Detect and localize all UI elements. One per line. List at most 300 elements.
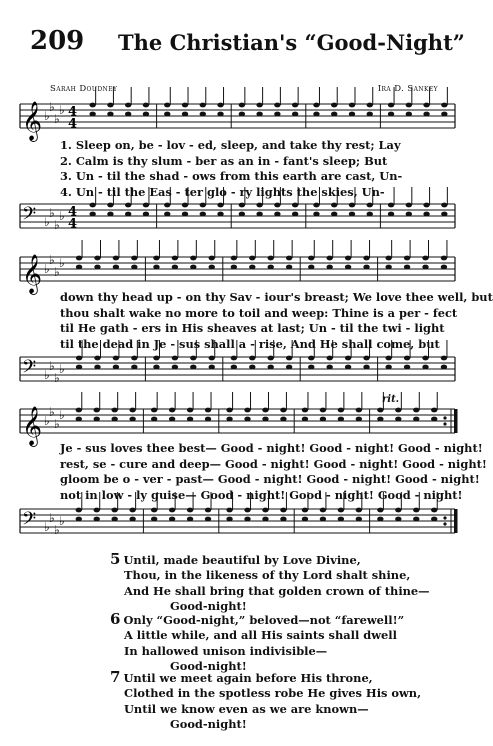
notehead [200, 112, 206, 117]
notehead [286, 256, 292, 261]
notehead [385, 356, 391, 361]
stanza-line: Until we meet again before His throne, [123, 671, 373, 685]
stanza-line: Until we know even as we are known— [124, 701, 369, 716]
notehead [395, 417, 401, 422]
notehead [129, 508, 135, 513]
stanza-number: 6 [110, 610, 121, 628]
notehead [111, 417, 117, 422]
lyric-line: down thy head up - on thy Sav - iour's breast; We love thee well, but [60, 290, 493, 304]
notehead [302, 408, 308, 413]
notehead [338, 508, 344, 513]
notehead [406, 112, 412, 117]
notehead [441, 112, 447, 117]
notehead [226, 517, 232, 522]
notehead [111, 408, 117, 413]
notehead [151, 508, 157, 513]
notehead [262, 417, 268, 422]
notehead [231, 356, 237, 361]
treble-clef-icon: 𝄞 [22, 101, 43, 141]
notehead [280, 417, 286, 422]
notehead [292, 103, 298, 108]
lyric-line: 3. Un - til the shad - ows from this earth are cast, Un- [60, 169, 403, 183]
notehead [356, 517, 362, 522]
notehead [441, 265, 447, 270]
notehead [406, 212, 412, 217]
author-credit: Sarah Doudney [50, 84, 118, 94]
notehead [172, 356, 178, 361]
notehead [129, 408, 135, 413]
notehead [151, 408, 157, 413]
notehead [302, 417, 308, 422]
notehead [363, 356, 369, 361]
bass-staff-system-3 [0, 497, 480, 549]
notehead [441, 365, 447, 370]
stanza-line: Good-night! [170, 659, 247, 674]
notehead [268, 365, 274, 370]
notehead [423, 112, 429, 117]
notehead [153, 365, 159, 370]
notehead [422, 356, 428, 361]
notehead [268, 265, 274, 270]
notehead [169, 508, 175, 513]
flat-icon: ♭ [44, 520, 50, 534]
notehead [280, 408, 286, 413]
notehead [129, 517, 135, 522]
notehead [239, 103, 245, 108]
ritardando-marking: rit. [382, 394, 400, 405]
notehead [280, 508, 286, 513]
notehead [209, 356, 215, 361]
bass-clef-icon: 𝄢 [22, 357, 37, 382]
notehead [190, 356, 196, 361]
notehead [404, 356, 410, 361]
notehead [226, 417, 232, 422]
notehead [244, 508, 250, 513]
lyric-line: 1. Sleep on, be - lov - ed, sleep, and take thy rest; Lay [60, 138, 401, 152]
lyric-line: 2. Calm is thy slum - ber as an in - fant's sleep; But [60, 153, 388, 168]
notehead [249, 256, 255, 261]
lyrics-system-2 [60, 290, 493, 352]
notehead [217, 212, 223, 217]
notehead [262, 408, 268, 413]
flat-icon: ♭ [54, 218, 60, 232]
notehead [172, 256, 178, 261]
bass-clef-icon: 𝄢 [22, 204, 37, 229]
lyric-line: Je - sus loves thee best— Good - night! Good - night! Good - night! [60, 441, 483, 455]
notehead [153, 356, 159, 361]
notehead [377, 517, 383, 522]
notehead [441, 203, 447, 208]
notehead [94, 508, 100, 513]
lyrics-system-1 [60, 138, 445, 200]
notehead [143, 103, 149, 108]
notehead [131, 365, 137, 370]
notehead [113, 256, 119, 261]
notehead [423, 103, 429, 108]
notehead [422, 365, 428, 370]
treble-staff-system-1 [0, 92, 480, 144]
notehead [331, 112, 337, 117]
notehead [404, 365, 410, 370]
notehead [125, 103, 131, 108]
notehead [313, 112, 319, 117]
notehead [345, 265, 351, 270]
stanza-line: Only “Good-night,” beloved—not “farewell!” [123, 613, 405, 627]
notehead [187, 417, 193, 422]
notehead [217, 103, 223, 108]
flat-icon: ♭ [54, 371, 60, 385]
notehead [292, 212, 298, 217]
bass-staff-system-1 [0, 192, 480, 244]
notehead [244, 408, 250, 413]
hymn-title: The Christian's “Good-Night” [118, 30, 465, 55]
notehead [431, 517, 437, 522]
notehead [187, 408, 193, 413]
stanza-number: 7 [110, 668, 121, 686]
notehead [125, 203, 131, 208]
notehead [169, 408, 175, 413]
lyric-line: not in low - ly guise— Good - night! Good - night! Good - night! [60, 487, 463, 502]
notehead [363, 265, 369, 270]
notehead [249, 365, 255, 370]
notehead [363, 365, 369, 370]
notehead [367, 112, 373, 117]
notehead [338, 408, 344, 413]
notehead [182, 203, 188, 208]
notehead [377, 417, 383, 422]
notehead [107, 103, 113, 108]
notehead [76, 265, 82, 270]
flat-icon: ♭ [54, 523, 60, 537]
lyric-line: rest, se - cure and deep— Good - night! Good - night! Good - night! [60, 456, 487, 471]
notehead [356, 408, 362, 413]
notehead [190, 365, 196, 370]
notehead [89, 212, 95, 217]
notehead [125, 212, 131, 217]
notehead [249, 265, 255, 270]
flat-icon: ♭ [54, 112, 60, 126]
notehead [239, 112, 245, 117]
notehead [182, 112, 188, 117]
notehead [280, 517, 286, 522]
notehead [331, 212, 337, 217]
notehead [441, 103, 447, 108]
stanza-line: Good-night! [170, 599, 247, 614]
notehead [423, 212, 429, 217]
notehead [363, 256, 369, 261]
lyric-line: thou shalt wake no more to toil and weep: Thine is a per - fect [60, 305, 458, 320]
notehead [326, 256, 332, 261]
notehead [256, 103, 262, 108]
flat-icon: ♭ [59, 408, 65, 422]
time-signature-bottom: 4 [68, 216, 78, 232]
flat-icon: ♭ [59, 256, 65, 270]
notehead [313, 212, 319, 217]
notehead [413, 408, 419, 413]
stanza-line: Good-night! [170, 717, 247, 732]
notehead [331, 203, 337, 208]
notehead [94, 417, 100, 422]
notehead [404, 265, 410, 270]
notehead [302, 517, 308, 522]
notehead [200, 212, 206, 217]
notehead [182, 103, 188, 108]
lyric-line: til He gath - ers in His sheaves at last; Un - til the twi - light [60, 321, 445, 335]
repeat-dot [443, 416, 446, 419]
flat-icon: ♭ [44, 414, 50, 428]
notehead [89, 112, 95, 117]
notehead [326, 365, 332, 370]
notehead [388, 203, 394, 208]
notehead [395, 517, 401, 522]
notehead [143, 212, 149, 217]
notehead [395, 508, 401, 513]
notehead [205, 408, 211, 413]
notehead [107, 212, 113, 217]
notehead [182, 212, 188, 217]
notehead [205, 508, 211, 513]
flat-icon: ♭ [49, 253, 55, 267]
flat-icon: ♭ [49, 405, 55, 419]
notehead [431, 508, 437, 513]
notehead [200, 203, 206, 208]
flat-icon: ♭ [59, 103, 65, 117]
notehead [76, 508, 82, 513]
notehead [345, 365, 351, 370]
final-barline [454, 409, 458, 433]
notehead [209, 265, 215, 270]
notehead [431, 408, 437, 413]
flat-icon: ♭ [44, 215, 50, 229]
flat-icon: ♭ [44, 368, 50, 382]
time-signature-bottom: 4 [68, 116, 78, 132]
stanza-line: In hallowed unison indivisible— [124, 643, 328, 658]
stanza-line: Until, made beautiful by Love Divine, [123, 553, 361, 567]
notehead [113, 356, 119, 361]
notehead [413, 417, 419, 422]
notehead [395, 408, 401, 413]
stanza-7 [110, 670, 421, 733]
notehead [320, 417, 326, 422]
notehead [331, 103, 337, 108]
notehead [231, 265, 237, 270]
notehead [338, 517, 344, 522]
notehead [286, 365, 292, 370]
notehead [356, 508, 362, 513]
notehead [367, 103, 373, 108]
lyric-line: gloom be o - ver - past— Good - night! Good - night! Good - night! [60, 472, 480, 486]
notehead [268, 256, 274, 261]
notehead [94, 365, 100, 370]
notehead [385, 365, 391, 370]
bass-clef-icon: 𝄢 [22, 509, 37, 534]
notehead [129, 417, 135, 422]
notehead [345, 356, 351, 361]
treble-clef-icon: 𝄞 [22, 406, 43, 446]
treble-clef-icon: 𝄞 [22, 254, 43, 294]
notehead [388, 112, 394, 117]
stanza-number: 5 [110, 550, 121, 568]
flat-icon: ♭ [49, 511, 55, 525]
hymn-number: 209 [30, 26, 85, 56]
notehead [107, 203, 113, 208]
flat-icon: ♭ [54, 417, 60, 431]
notehead [349, 112, 355, 117]
notehead [286, 356, 292, 361]
flat-icon: ♭ [59, 209, 65, 223]
notehead [431, 417, 437, 422]
notehead [388, 212, 394, 217]
notehead [226, 408, 232, 413]
flat-icon: ♭ [49, 100, 55, 114]
notehead [349, 103, 355, 108]
notehead [187, 517, 193, 522]
notehead [217, 112, 223, 117]
notehead [164, 203, 170, 208]
stanza-line: Clothed in the spotless robe He gives His own, [124, 686, 422, 701]
notehead [131, 265, 137, 270]
notehead [76, 408, 82, 413]
notehead [113, 265, 119, 270]
notehead [143, 203, 149, 208]
notehead [244, 417, 250, 422]
lyric-line: til the dead in Je - sus shall a - rise, And He shall come, but [60, 336, 440, 351]
notehead [209, 365, 215, 370]
notehead [169, 517, 175, 522]
notehead [249, 356, 255, 361]
notehead [200, 103, 206, 108]
notehead [76, 356, 82, 361]
notehead [349, 212, 355, 217]
composer-credit: Ira D. Sankey [377, 84, 438, 94]
notehead [367, 212, 373, 217]
notehead [187, 508, 193, 513]
notehead [422, 256, 428, 261]
time-signature-top: 4 [68, 204, 78, 220]
notehead [262, 517, 268, 522]
notehead [274, 103, 280, 108]
notehead [406, 203, 412, 208]
notehead [164, 112, 170, 117]
notehead [190, 265, 196, 270]
notehead [313, 103, 319, 108]
notehead [377, 408, 383, 413]
notehead [308, 265, 314, 270]
notehead [153, 256, 159, 261]
notehead [239, 203, 245, 208]
notehead [89, 203, 95, 208]
notehead [244, 517, 250, 522]
flat-icon: ♭ [44, 262, 50, 276]
notehead [76, 256, 82, 261]
notehead [205, 517, 211, 522]
time-signature-top: 4 [68, 104, 78, 120]
notehead [345, 256, 351, 261]
notehead [423, 203, 429, 208]
notehead [172, 265, 178, 270]
notehead [256, 212, 262, 217]
notehead [274, 212, 280, 217]
flat-icon: ♭ [59, 362, 65, 376]
notehead [164, 103, 170, 108]
notehead [172, 365, 178, 370]
notehead [209, 256, 215, 261]
notehead [94, 256, 100, 261]
notehead [326, 356, 332, 361]
notehead [388, 103, 394, 108]
notehead [111, 517, 117, 522]
notehead [367, 203, 373, 208]
notehead [256, 203, 262, 208]
notehead [131, 256, 137, 261]
notehead [76, 517, 82, 522]
notehead [413, 517, 419, 522]
notehead [320, 517, 326, 522]
notehead [190, 256, 196, 261]
notehead [349, 203, 355, 208]
notehead [143, 112, 149, 117]
notehead [205, 417, 211, 422]
notehead [76, 417, 82, 422]
notehead [292, 203, 298, 208]
notehead [153, 265, 159, 270]
notehead [292, 112, 298, 117]
notehead [356, 417, 362, 422]
flat-icon: ♭ [49, 359, 55, 373]
notehead [107, 112, 113, 117]
notehead [338, 417, 344, 422]
notehead [313, 203, 319, 208]
notehead [274, 203, 280, 208]
notehead [286, 265, 292, 270]
stanza-5 [110, 552, 430, 615]
flat-icon: ♭ [44, 109, 50, 123]
notehead [302, 508, 308, 513]
notehead [151, 417, 157, 422]
notehead [326, 265, 332, 270]
notehead [441, 356, 447, 361]
repeat-dot [443, 522, 446, 525]
notehead [94, 408, 100, 413]
notehead [125, 112, 131, 117]
notehead [94, 356, 100, 361]
flat-icon: ♭ [49, 206, 55, 220]
notehead [385, 256, 391, 261]
stanza-line: Thou, in the likeness of thy Lord shalt shine, [124, 568, 411, 583]
notehead [441, 256, 447, 261]
notehead [308, 256, 314, 261]
notehead [268, 356, 274, 361]
notehead [256, 112, 262, 117]
stanza-6 [110, 612, 404, 675]
final-barline [454, 509, 458, 533]
notehead [406, 103, 412, 108]
notehead [320, 408, 326, 413]
notehead [94, 517, 100, 522]
notehead [94, 265, 100, 270]
notehead [274, 112, 280, 117]
notehead [262, 508, 268, 513]
notehead [217, 203, 223, 208]
stanza-line: A little while, and all His saints shall dwell [124, 628, 397, 643]
notehead [151, 517, 157, 522]
notehead [308, 356, 314, 361]
repeat-dot [443, 422, 446, 425]
stanza-line: And He shall bring that golden crown of thine— [124, 583, 430, 598]
notehead [385, 265, 391, 270]
notehead [76, 365, 82, 370]
notehead [231, 256, 237, 261]
